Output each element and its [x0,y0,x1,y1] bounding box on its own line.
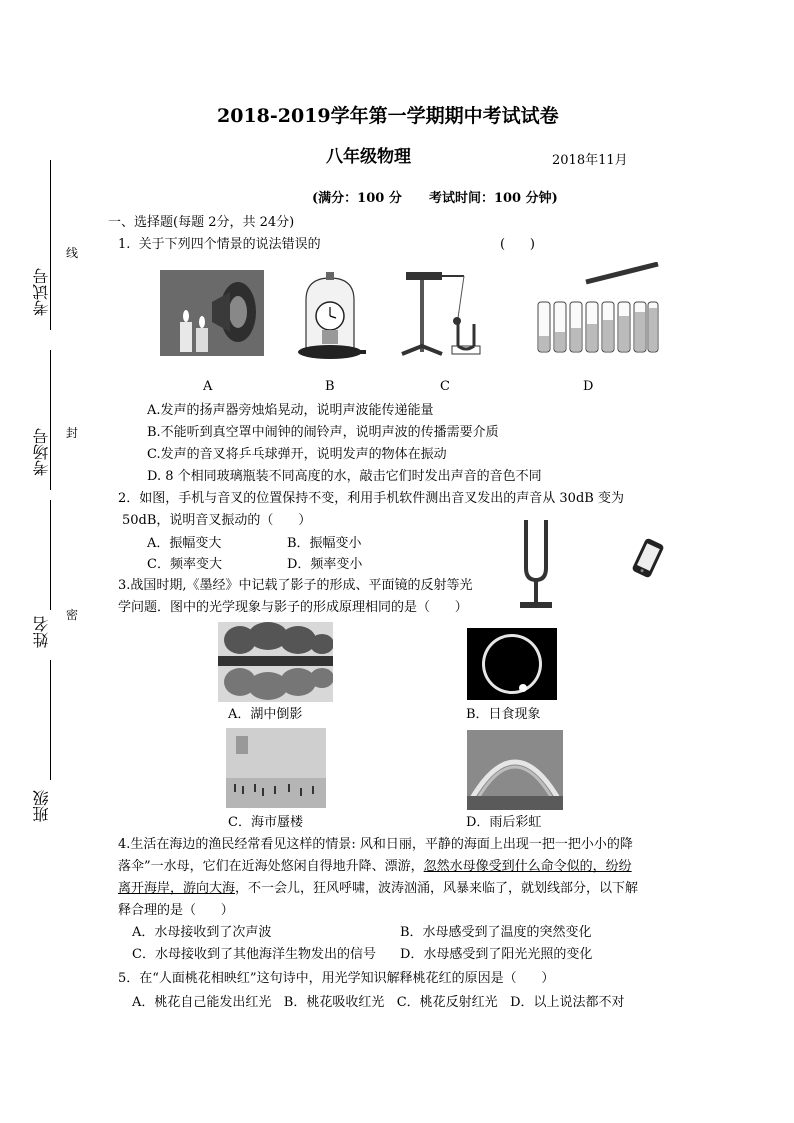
q1-option-d: D. 8 个相同玻璃瓶装不同高度的水，敲击它们时发出声音的音色不同 [147,469,542,484]
q4-line2-plain: 落伞”一水母，它们在近海处悠闲自得地升降、漂游， [118,859,424,874]
q2-option-c: C．频率变大 [147,557,222,572]
exam-title: 2018-2019学年第一学期期中考试试卷 [217,105,559,127]
q4-option-a: A．水母接收到了次声波 [132,925,272,940]
q1-option-c: C.发声的音叉将乒乓球弹开，说明发声的物体在振动 [147,447,447,462]
q1-option-b: B.不能听到真空罩中闹钟的闹铃声，说明声波的传播需要介质 [147,425,499,440]
q2-stem-line2: 50dB，说明音叉振动的（ ） [122,513,312,528]
q1-figure-c-tuning-fork-ball [398,266,482,360]
q1-option-a: A.发声的扬声器旁烛焰晃动，说明声波能传递能量 [147,403,434,418]
q1-figure-a-speaker-candles [160,270,264,356]
q2-option-a: A．振幅变大 [147,536,222,551]
q2-stem-line1: 2．如图，手机与音叉的位置保持不变，利用手机软件测出音叉发出的声音从 30dB 变为 [118,491,624,506]
room-no-label: 考场号 [32,428,51,476]
q4-line3-underlined: 离开海岸，游向大海 [118,881,236,896]
q1-label-d: D [583,379,594,394]
q4-line4: 释合理的是（ ） [118,903,234,918]
class-underline [50,660,51,780]
q3-figure-c-mirage [226,728,326,808]
name-label: 姓名 [32,616,51,648]
q1-label-c: C [440,379,450,394]
subject-title: 八年级物理 [326,147,411,167]
q2-option-b: B．振幅变小 [287,536,362,551]
exam-date: 2018年11月 [552,153,628,168]
q1-label-b: B [325,379,335,394]
q3-figure-b-solar-eclipse [467,628,557,700]
q1-paren: ( ) [500,237,535,252]
q3-caption-c: C．海市蜃楼 [228,815,303,830]
q3-figure-a-lake-reflection [218,622,333,702]
q4-line2-underlined: 忽然水母像受到什么命令似的，纷纷 [423,859,632,874]
q3-caption-a: A．湖中倒影 [228,707,303,722]
score-info: (满分：100 分 考试时间：100 分钟) [312,191,558,206]
q3-caption-b: B．日食现象 [466,707,541,722]
q2-figure-phone [628,536,668,580]
q3-stem-line2: 学问题．图中的光学现象与影子的形成原理相同的是（ ） [118,600,468,615]
q4-line3-plain: ，不一会儿，狂风呼啸，波涛汹涌，风暴来临了，就划线部分，以下解 [235,881,639,896]
seal-line-mark: 线 [66,246,79,260]
q4-option-b: B．水母感受到了温度的突然变化 [400,925,592,940]
q1-figure-b-bell-jar [294,270,366,362]
q1-label-a: A [203,379,213,394]
seal-mi-mark: 密 [66,608,79,622]
class-label: 班级 [32,790,51,822]
q3-caption-d: D．雨后彩虹 [466,815,542,830]
q4-option-c: C．水母接收到了其他海洋生物发出的信号 [132,947,376,962]
q4-option-d: D．水母感受到了阳光光照的变化 [400,947,593,962]
q4-line1: 4.生活在海边的渔民经常看见这样的情景: 风和日丽，平静的海面上出现一把一把小小的降 [118,837,633,852]
q2-figure-tuning-fork [518,518,554,610]
q5-stem: 5．在“人面桃花相映红”这句诗中，用光学知识解释桃花红的原因是（ ） [118,971,555,986]
q5-options: A．桃花自己能发出红光 B．桃花吸收红光 C．桃花反射红光 D．以上说法都不对 [132,995,625,1010]
q1-figure-d-glass-bottles [530,262,660,358]
exam-no-label: 考试号 [32,268,51,316]
q2-option-d: D．频率变小 [287,557,363,572]
q4-line2 [118,858,632,876]
q3-figure-d-rainbow [467,730,563,810]
seal-feng-mark: 封 [66,426,79,440]
section1-heading: 一、选择题(每题 2分，共 24分) [108,215,295,230]
q3-stem-line1: 3.战国时期,《墨经》中记载了影子的形成、平面镜的反射等光 [118,578,473,593]
q4-line3 [118,880,638,898]
q1-stem: 1. 关于下列四个情景的说法错误的 [118,237,321,252]
name-underline [50,500,51,610]
